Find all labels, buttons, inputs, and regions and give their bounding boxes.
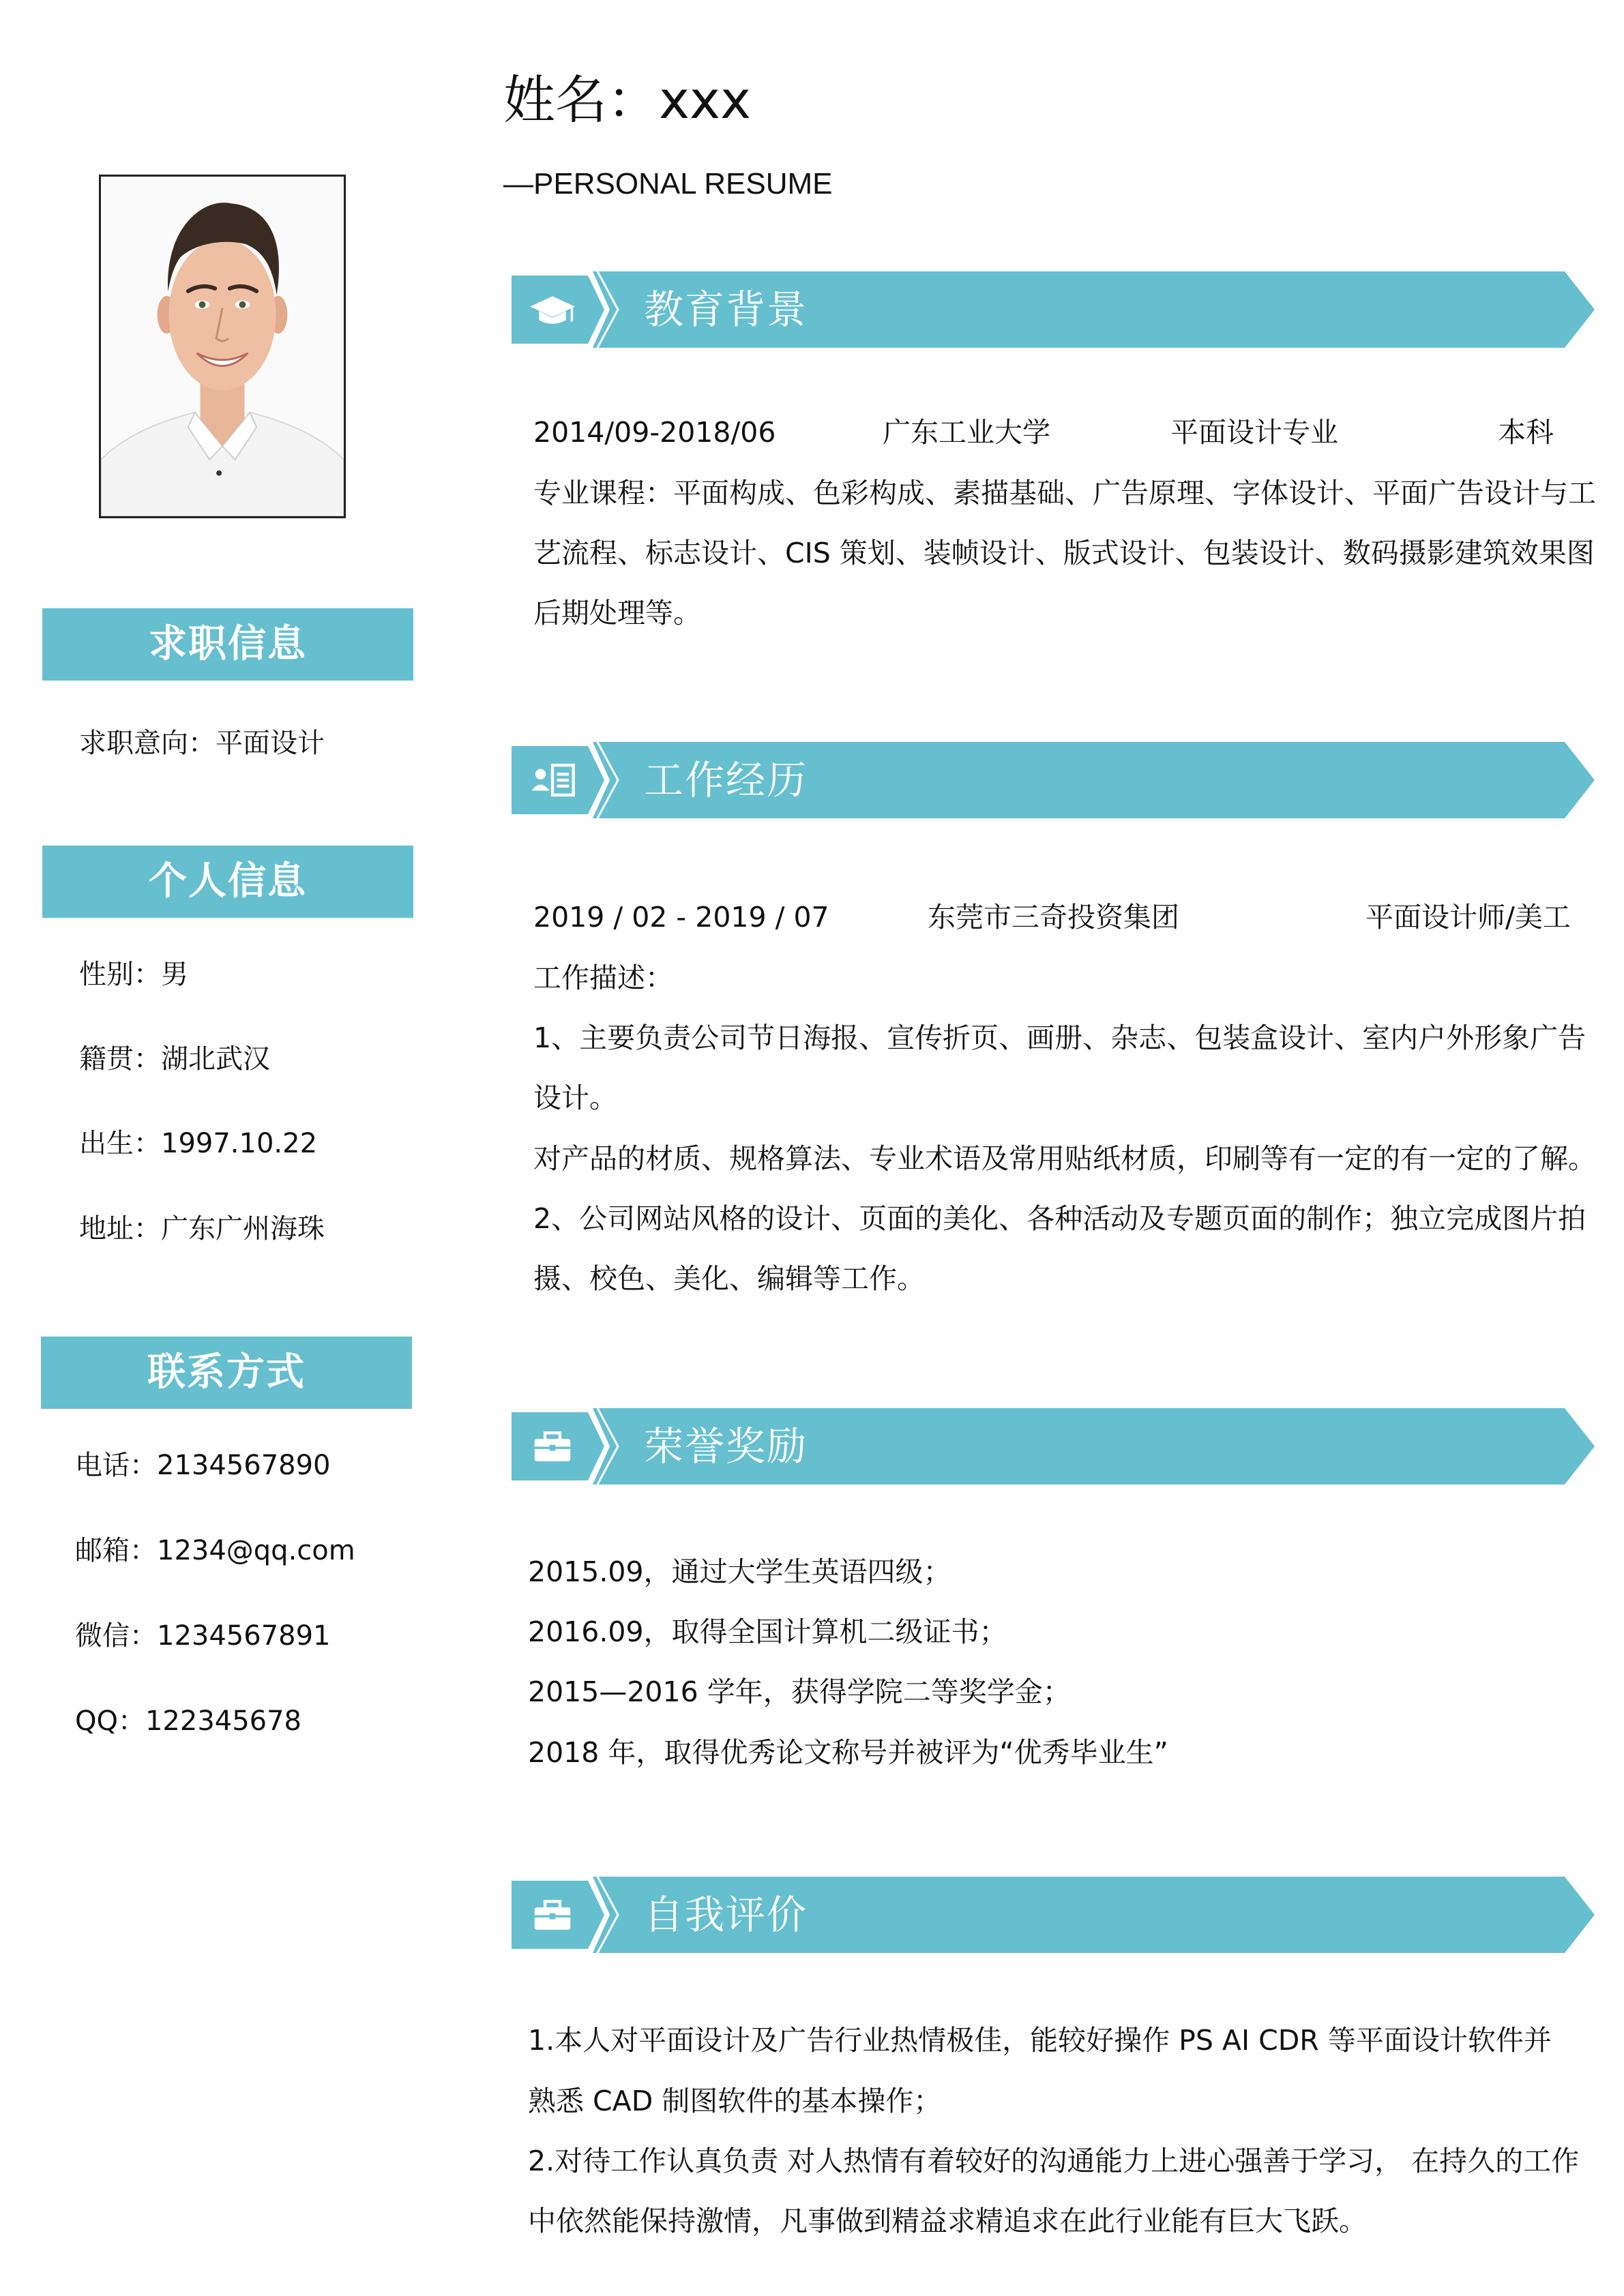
- honors-title: 荣誉奖励: [644, 1423, 808, 1470]
- profile-photo: [99, 175, 346, 518]
- honor-item: 2015.09，通过大学生英语四级；: [528, 1555, 951, 1588]
- graduation-cap-icon: [507, 271, 597, 348]
- honor-item: 2018 年，取得优秀论文称号并被评为“优秀毕业生”: [528, 1736, 1168, 1769]
- briefcase-icon: [507, 1877, 597, 1953]
- self-eval-line: 1.本人对平面设计及广告行业热情极佳，能较好操作 PS AI CDR 等平面设计软件并: [528, 2024, 1552, 2057]
- self-eval-banner: [507, 1877, 1595, 1953]
- work-desc-line: 2、公司网站风格的设计、页面的美化、各种活动及专题页面的制作；独立完成图片拍: [533, 1202, 1586, 1235]
- self-eval-line: 2.对待工作认真负责 对人热情有着较好的沟通能力上进心强善于学习， 在持久的工作: [528, 2145, 1580, 2177]
- work-desc-line: 工作描述：: [533, 961, 673, 994]
- personal-birth: 出生：1997.10.22: [79, 1128, 318, 1159]
- personal-info-heading: 个人信息: [42, 846, 413, 918]
- contact-email: 邮箱：1234@qq.com: [75, 1535, 355, 1566]
- job-intent-heading: 求职信息: [42, 608, 413, 681]
- work-position: 平面设计师/美工: [1365, 901, 1571, 934]
- honor-item: 2016.09，取得全国计算机二级证书；: [528, 1615, 1007, 1648]
- education-course-line: 艺流程、标志设计、CIS 策划、装帧设计、版式设计、包装设计、数码摄影建筑效果图: [533, 537, 1595, 569]
- self-eval-line: 熟悉 CAD 制图软件的基本操作；: [528, 2085, 942, 2117]
- briefcase-icon: [507, 1408, 597, 1485]
- work-desc-line: 对产品的材质、规格算法、专业术语及常用贴纸材质，印刷等有一定的有一定的了解。: [533, 1142, 1596, 1175]
- education-title: 教育背景: [644, 286, 808, 333]
- personal-address: 地址：广东广州海珠: [79, 1213, 325, 1244]
- education-course-line: 专业课程：平面构成、色彩构成、素描基础、广告原理、字体设计、平面广告设计与工: [533, 477, 1596, 509]
- work-desc-line: 摄、校色、美化、编辑等工作。: [533, 1262, 925, 1295]
- work-period: 2019 / 02 - 2019 / 07: [533, 901, 829, 934]
- work-company: 东莞市三奇投资集团: [928, 901, 1179, 934]
- contact-heading: 联系方式: [41, 1337, 412, 1409]
- resume-subtitle: —PERSONAL RESUME: [503, 167, 833, 200]
- work-banner: [507, 742, 1595, 818]
- contact-wechat: 微信：1234567891: [75, 1620, 331, 1652]
- education-major: 平面设计专业: [1170, 416, 1338, 449]
- personal-gender: 性别：男: [79, 959, 188, 990]
- contact-phone: 电话：2134567890: [75, 1450, 331, 1481]
- personal-hometown: 籍贯：湖北武汉: [79, 1043, 270, 1075]
- education-school: 广东工业大学: [883, 416, 1050, 449]
- job-intent-line: 求职意向：平面设计: [79, 728, 325, 759]
- honors-banner: [507, 1408, 1595, 1485]
- education-degree: 本科: [1498, 416, 1554, 449]
- portrait-image: [101, 177, 344, 516]
- self-eval-title: 自我评价: [644, 1892, 808, 1938]
- honor-item: 2015—2016 学年，获得学院二等奖学金；: [528, 1675, 1071, 1708]
- profile-card-icon: [507, 742, 597, 818]
- education-banner: [507, 271, 1595, 348]
- work-desc-line: 设计。: [533, 1082, 617, 1114]
- education-course-line: 后期处理等。: [533, 597, 701, 629]
- work-desc-line: 1、主要负责公司节日海报、宣传折页、画册、杂志、包装盒设计、室内户外形象广告: [533, 1022, 1586, 1054]
- self-eval-line: 中依然能保持激情，凡事做到精益求精追求在此行业能有巨大飞跃。: [528, 2205, 1367, 2237]
- contact-qq: QQ：122345678: [75, 1705, 302, 1737]
- education-period: 2014/09-2018/06: [533, 416, 776, 449]
- resume-name: 姓名：xxx: [503, 70, 751, 130]
- work-title: 工作经历: [644, 757, 808, 803]
